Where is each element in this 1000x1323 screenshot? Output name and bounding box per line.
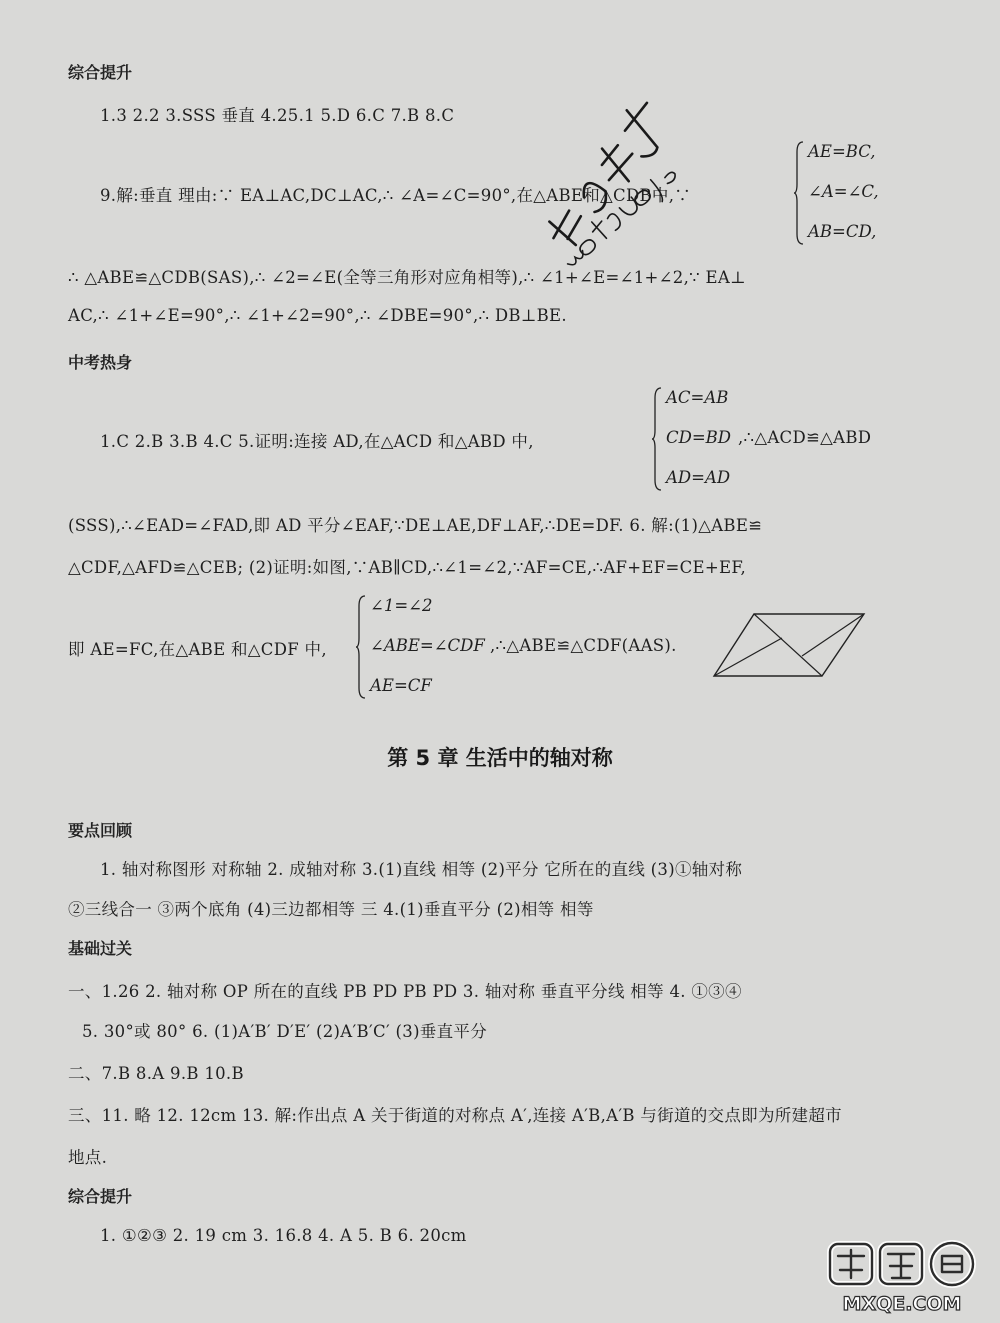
answer-line: 1.3 2.2 3.SSS 垂直 4.25.1 5.D 6.C 7.B 8.C [100,106,455,125]
segment-bf [714,638,782,676]
answer-line: ∴ △ABE≌△CDB(SAS),∴ ∠2=∠E(全等三角形对应角相等),∴ ∠1+∠E=∠1+∠2,∵ EA⊥ [68,268,746,287]
answer-line: 9.解:垂直 理由:∵ EA⊥AC,DC⊥AC,∴ ∠A=∠C=90°,在△ABE和△CDB中,∵ [100,186,692,205]
equation-system [356,594,486,700]
section-heading-comprehensive-2: 综合提升 [68,1187,133,1206]
left-brace-icon [794,140,804,246]
answer-line: AC,∴ ∠1+∠E=90°,∴ ∠1+∠2=90°,∴ ∠DBE=90°,∴ DB⊥BE. [68,306,567,325]
answer-line: (SSS),∴∠EAD=∠FAD,即 AD 平分∠EAF,∵DE⊥AE,DF⊥AF,∴DE=DF. 6. 解:(1)△ABE≌ [68,516,763,535]
answer-line: ,∴△ACD≌△ABD [738,428,872,447]
parallelogram-shape [714,614,864,676]
equation-system [652,386,752,492]
section-heading-comprehensive: 综合提升 [68,63,133,82]
equation-item: AE=CF [370,676,432,695]
chapter-title: 第 5 章 生活中的轴对称 [387,746,613,770]
equation-item: AD=AD [666,468,731,487]
answer-line: 即 AE=FC,在△ABE 和△CDF 中, [68,640,327,659]
equation-item: AE=BC, [808,142,876,161]
segment-de [802,614,864,656]
answer-line: 三、11. 略 12. 12cm 13. 解:作出点 A 关于街道的对称点 A′,连接 A′B,A′B 与街道的交点即为所建超市 [68,1106,842,1125]
answer-line: 1. ①②③ 2. 19 cm 3. 16.8 4. A 5. B 6. 20cm [100,1226,467,1245]
equation-item: ∠1=∠2 [370,596,433,615]
section-heading-basics: 基础过关 [68,939,133,958]
equation-system [794,140,924,246]
answer-line: 地点. [68,1148,108,1167]
answer-line: 5. 30°或 80° 6. (1)A′B′ D′E′ (2)A′B′C′ (3)垂直平分 [82,1022,488,1041]
parallelogram-figure [702,598,902,698]
left-brace-icon [652,386,662,492]
logo-domain-text: MXQE.COM [842,1293,962,1315]
section-heading-exam-warmup: 中考热身 [68,353,133,372]
diagonal-ac [754,614,822,676]
answer-line: ②三线合一 ③两个底角 (4)三边都相等 三 4.(1)垂直平分 (2)相等 相等 [68,900,594,919]
left-brace-icon [356,594,366,700]
equation-item: ∠A=∠C, [808,182,879,201]
answer-line: 1.C 2.B 3.B 4.C 5.证明:连接 AD,在△ACD 和△ABD 中, [100,432,534,451]
site-logo [812,1238,992,1318]
equation-item: AB=CD, [808,222,877,241]
answer-line: 二、7.B 8.A 9.B 10.B [68,1064,244,1083]
answer-line: △CDF,△AFD≌△CEB; (2)证明:如图,∵AB∥CD,∴∠1=∠2,∵AF=CE,∴AF+EF=CE+EF, [68,558,747,577]
handwritten-watermark-icon [505,70,735,300]
answer-line: ,∴△ABE≌△CDF(AAS). [490,636,677,655]
equation-item: AC=AB [666,388,729,407]
section-heading-key-points: 要点回顾 [68,821,133,840]
equation-item: CD=BD [666,428,732,447]
equation-item: ∠ABE=∠CDF [370,636,485,655]
answer-line: 一、1.26 2. 轴对称 OP 所在的直线 PB PD PB PD 3. 轴对称 垂直平分线 相等 4. ①③④ [68,982,742,1001]
answer-line: 1. 轴对称图形 对称轴 2. 成轴对称 3.(1)直线 相等 (2)平分 它所在的直线 (3)①轴对称 [100,860,743,879]
